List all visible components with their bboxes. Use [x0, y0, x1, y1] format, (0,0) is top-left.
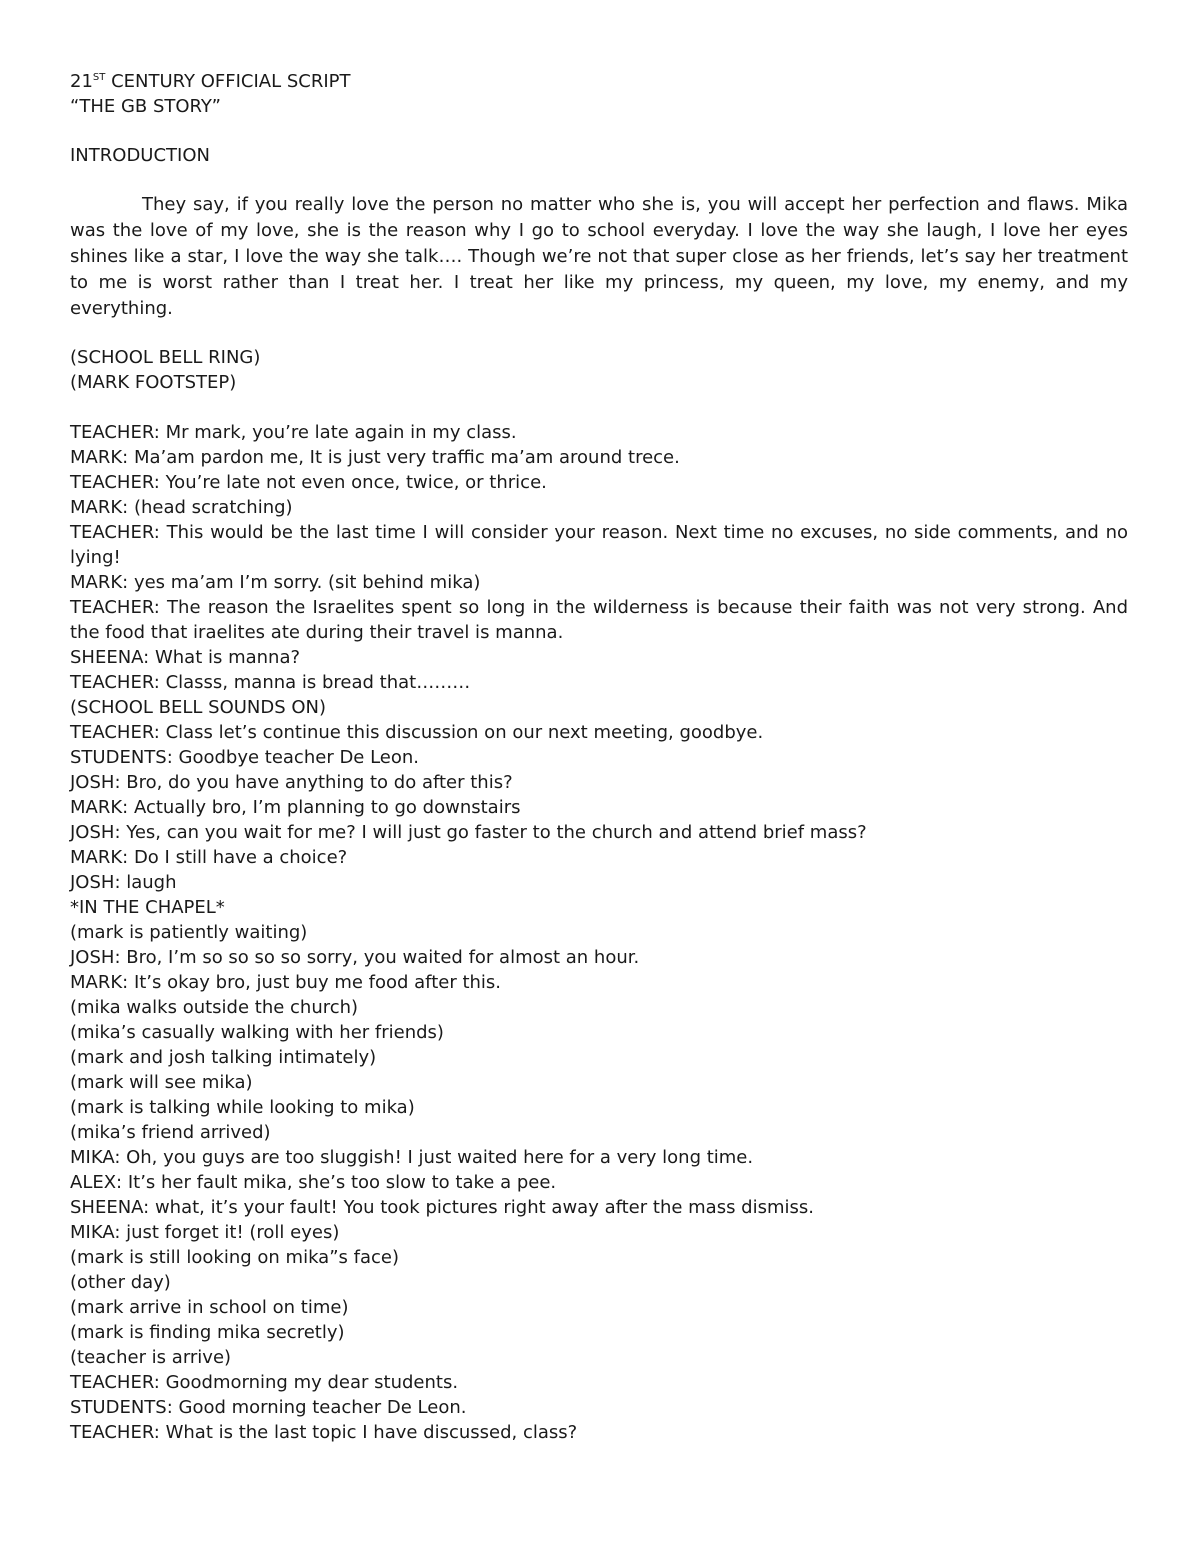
script-line: TEACHER: The reason the Israelites spent so long in the wilderness is because their faith was not very strong. And the food that iraelites ate during their travel is manna.: [70, 597, 1128, 643]
script-line: (mika’s friend arrived): [70, 1122, 271, 1143]
script-line: TEACHER: Mr mark, you’re late again in my class.: [70, 422, 517, 443]
script-line: TEACHER: You’re late not even once, twice, or thrice.: [70, 472, 547, 493]
script-line: *IN THE CHAPEL*: [70, 897, 225, 918]
script-line: MARK: Ma’am pardon me, It is just very traffic ma’am around trece.: [70, 447, 680, 468]
script-line: (mark is finding mika secretly): [70, 1322, 345, 1343]
spacer: [70, 395, 1128, 420]
script-line: MARK: (head scratching): [70, 497, 293, 518]
script-line: (mika walks outside the church): [70, 997, 359, 1018]
introduction-heading: INTRODUCTION: [70, 144, 210, 166]
introduction-paragraph: They say, if you really love the person no matter who she is, you will accept her perfection and flaws. Mika was the love of my love, she is the reason why I go to school everyday. I love the way she laugh, I love her eyes shines like a star, I love the way she talk…. Though we’re not that super close as her friends, let’s say her treatment to me is worst rather than I treat her. I treat her like my princess, my queen, my love, my enemy, and my everything.: [70, 194, 1128, 319]
script-line: (mark is still looking on mika”s face): [70, 1247, 400, 1268]
script-line: JOSH: Bro, do you have anything to do after this?: [70, 772, 513, 793]
script-line: ALEX: It’s her fault mika, she’s too slow to take a pee.: [70, 1172, 557, 1193]
title-superscript: ST: [92, 72, 106, 83]
script-line: (teacher is arrive): [70, 1347, 232, 1368]
script-line: JOSH: Bro, I’m so so so so sorry, you waited for almost an hour.: [70, 947, 640, 968]
script-line: MARK: It’s okay bro, just buy me food after this.: [70, 972, 502, 993]
script-line: STUDENTS: Good morning teacher De Leon.: [70, 1397, 467, 1418]
script-line: TEACHER: What is the last topic I have discussed, class?: [70, 1422, 578, 1443]
script-line: MIKA: Oh, you guys are too sluggish! I just waited here for a very long time.: [70, 1147, 754, 1168]
script-line: JOSH: laugh: [70, 872, 177, 893]
script-line: MARK: yes ma’am I’m sorry. (sit behind mika): [70, 572, 481, 593]
script-line: TEACHER: Goodmorning my dear students.: [70, 1372, 459, 1393]
sound-cue: (SCHOOL BELL RING): [70, 347, 261, 368]
script-line: (mark and josh talking intimately): [70, 1047, 377, 1068]
script-line: TEACHER: Class let’s continue this discussion on our next meeting, goodbye.: [70, 722, 764, 743]
script-line: (mark arrive in school on time): [70, 1297, 349, 1318]
script-body: [70, 420, 1128, 1445]
script-line: TEACHER: This would be the last time I will consider your reason. Next time no excuses, no side comments, and no lying!: [70, 522, 1128, 568]
script-line: MIKA: just forget it! (roll eyes): [70, 1222, 340, 1243]
script-line: JOSH: Yes, can you wait for me? I will just go faster to the church and attend brief mass?: [70, 822, 867, 843]
spacer: [70, 119, 1128, 144]
title-text: CENTURY OFFICIAL SCRIPT: [105, 71, 351, 92]
script-line: (SCHOOL BELL SOUNDS ON): [70, 697, 327, 718]
script-page: [70, 70, 1128, 1445]
spacer: [70, 322, 1128, 346]
title-number: 21: [70, 71, 93, 92]
document-subtitle: “THE GB STORY”: [70, 95, 221, 117]
script-line: STUDENTS: Goodbye teacher De Leon.: [70, 747, 420, 768]
document-title: [70, 70, 1128, 95]
script-line: (mark is patiently waiting): [70, 922, 308, 943]
script-line: TEACHER: Classs, manna is bread that………: [70, 672, 471, 693]
script-line: (mark is talking while looking to mika): [70, 1097, 415, 1118]
spacer: [70, 168, 1128, 192]
sound-cue: (MARK FOOTSTEP): [70, 371, 237, 393]
script-line: MARK: Actually bro, I’m planning to go downstairs: [70, 797, 521, 818]
script-line: SHEENA: What is manna?: [70, 647, 301, 668]
script-line: SHEENA: what, it’s your fault! You took pictures right away after the mass dismiss.: [70, 1197, 815, 1218]
script-line: (other day): [70, 1272, 171, 1293]
script-line: (mark will see mika): [70, 1072, 253, 1093]
script-line: (mika’s casually walking with her friends): [70, 1022, 444, 1043]
script-line: MARK: Do I still have a choice?: [70, 847, 348, 868]
